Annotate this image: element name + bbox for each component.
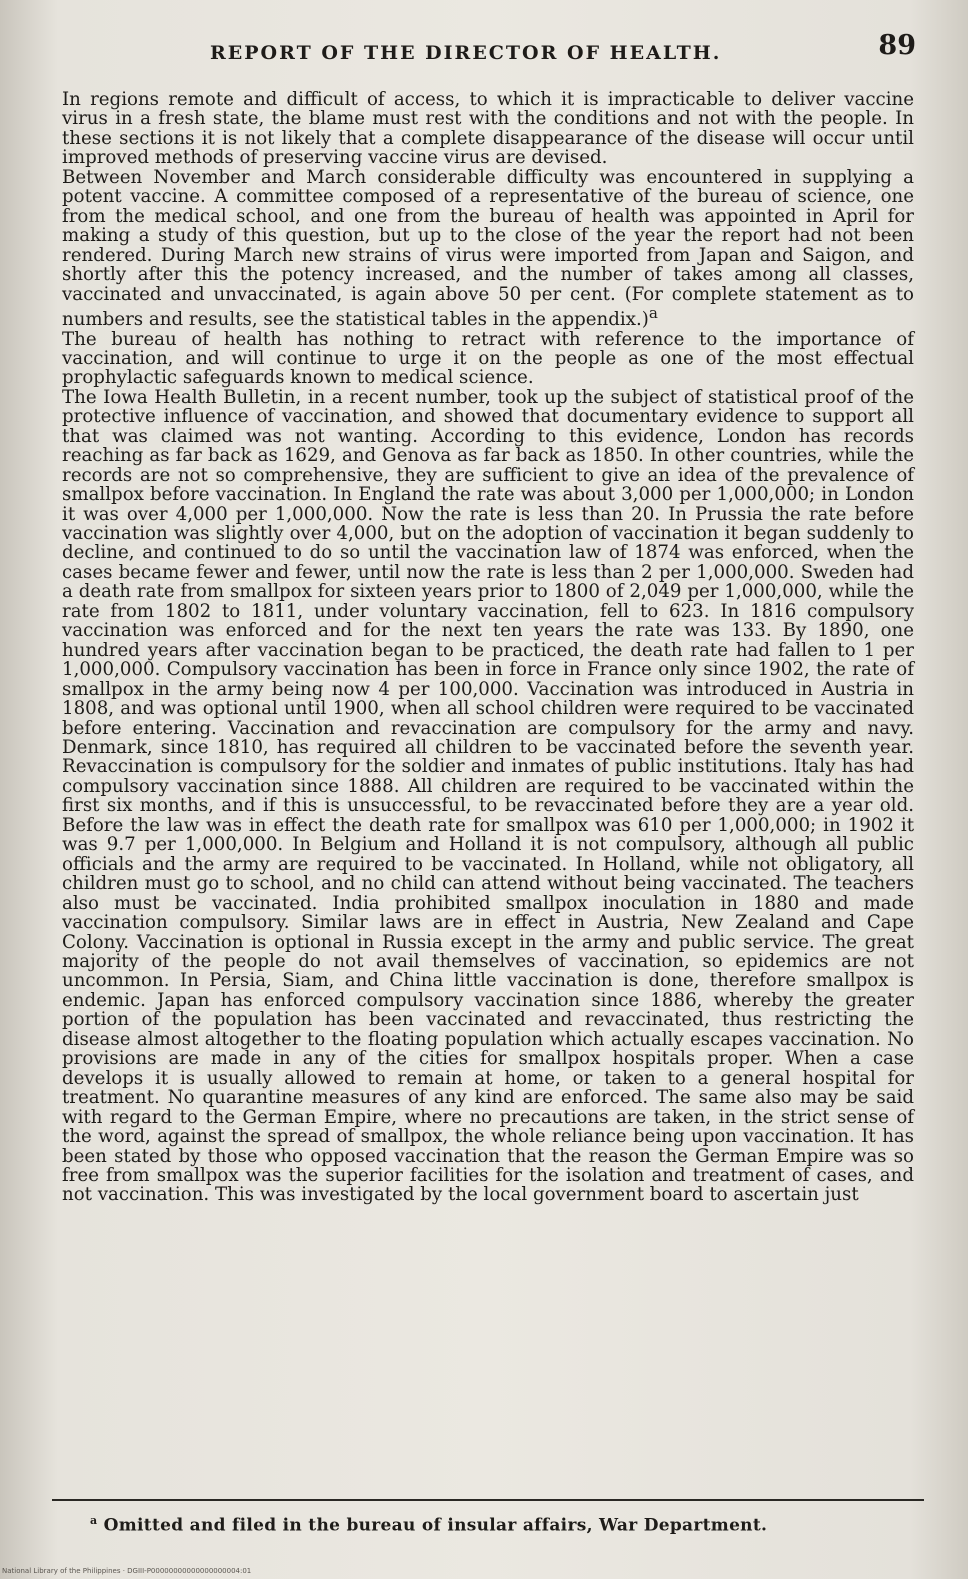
paragraph-vaccine-supply	[62, 168, 914, 330]
page-number: 89	[878, 30, 916, 61]
body-text	[62, 90, 914, 1205]
footnote-divider	[52, 1499, 924, 1501]
footnote-marker: a	[90, 1514, 98, 1527]
scan-credit: National Library of the Philippines · DGIII-P00000000000000000004:01	[2, 1567, 252, 1575]
paragraph-bureau-position: The bureau of health has nothing to retract with reference to the importance of vaccination, and will continue to urge it on the people as one of the most effectual prophylactic safeguards known to medical science.	[62, 328, 914, 389]
paragraph-remote-regions: In regions remote and difficult of access, to which it is impracticable to deliver vaccine virus in a fresh state, the blame must rest with the conditions and not with the people. In these sections it is not likely that a complete disappearance of the disease will occur until improved methods of preserving vaccine virus are devised.	[62, 89, 914, 169]
running-head: REPORT OF THE DIRECTOR OF HEALTH.	[210, 42, 722, 64]
paragraph-iowa-bulletin: The Iowa Health Bulletin, in a recent number, took up the subject of statistical proof of the protective influence of vaccination, and showed that documentary evidence to support all that was claimed was not wanting. According to this evidence, London has records reaching as far back as 1629, and Genova as far back as 1850. In other countries, while the records are not so comprehensive, they are sufficient to give an idea of the prevalence of smallpox before vaccination. In England the rate was about 3,000 per 1,000,000; in London it was over 4,000 per 1,000,000. Now the rate is less than 20. In Prussia the rate before vaccination was slightly over 4,000, but on the adoption of vaccination it began suddenly to decline, and continued to do so until the vaccination law of 1874 was enforced, when the cases became fewer and fewer, until now the rate is less than 2 per 1,000,000. Sweden had a death rate from smallpox for sixteen years prior to 1800 of 2,049 per 1,000,000, while the rate from 1802 to 1811, under voluntary vaccination, fell to 623. In 1816 compulsory vaccination was enforced and for the next ten years the rate was 133. By 1890, one hundred years after vaccination began to be practiced, the death rate had fallen to 1 per 1,000,000. Compulsory vaccination has been in force in France only since 1902, the rate of smallpox in the army being now 4 per 100,000. Vaccination was introduced in Austria in 1808, and was optional until 1900, when all school children were required to be vaccinated before entering. Vaccination and revaccination are compulsory for the army and navy. Denmark, since 1810, has required all children to be vaccinated before the seventh year. Revaccination is compulsory for the soldier and inmates of public institutions. Italy has had compulsory vaccination since 1888. All children are required to be vaccinated within the first six months, and if this is unsuccessful, to be revaccinated before they are a year old. Before the law was in effect the death rate for smallpox was 610 per 1,000,000; in 1902 it was 9.7 per 1,000,000. In Belgium and Holland it is not compulsory, although all public officials and the army are required to be vaccinated. In Holland, while not obligatory, all children must go to school, and no child can attend without being vaccinated. The teachers also must be vaccinated. India prohibited smallpox inoculation in 1880 and made vaccination compulsory. Similar laws are in effect in Austria, New Zealand and Cape Colony. Vaccination is optional in Russia except in the army and public service. The great majority of the people do not avail themselves of vaccination, so epidemics are not uncommon. In Persia, Siam, and China little vaccination is done, therefore smallpox is endemic. Japan has enforced compulsory vaccination since 1886, whereby the greater portion of the population has been vaccinated and revaccinated, thus restricting the disease almost altogether to the floating population which actually escapes vaccination. No provisions are made in any of the cities for smallpox hospitals proper. When a case develops it is usually allowed to remain at home, or taken to a general hospital for treatment. No quarantine measures of any kind are enforced. The same also may be said with regard to the German Empire, where no precautions are taken, in the strict sense of the word, against the spread of smallpox, the whole reliance being upon vaccination. It has been stated by those who opposed vaccination that the reason the German Empire was so free from smallpox was the superior facilities for the isolation and treatment of cases, and not vaccination. This was investigated by the local government board to ascertain just	[62, 386, 914, 1206]
paragraph-vaccine-supply-text: Between November and March considerable difficulty was encountered in supplying a potent vaccine. A committee composed of a representative of the bureau of science, one from the medical school, and one from the bureau of health was appointed in April for making a study of this question, but up to the close of the year the report had not been rendered. During March new strains of virus were imported from Japan and Saigon, and shortly after this the potency increased, and the number of takes among all classes, vaccinated and unvaccinated, is again above 50 per cent. (For complete statement as to numbers and results, see the statistical tables in the appendix.)	[62, 166, 914, 331]
footnote	[90, 1514, 880, 1536]
page-header	[60, 30, 920, 74]
footnote-text: Omitted and filed in the bureau of insular affairs, War Department.	[103, 1515, 768, 1536]
footnote-reference: a	[648, 303, 658, 322]
